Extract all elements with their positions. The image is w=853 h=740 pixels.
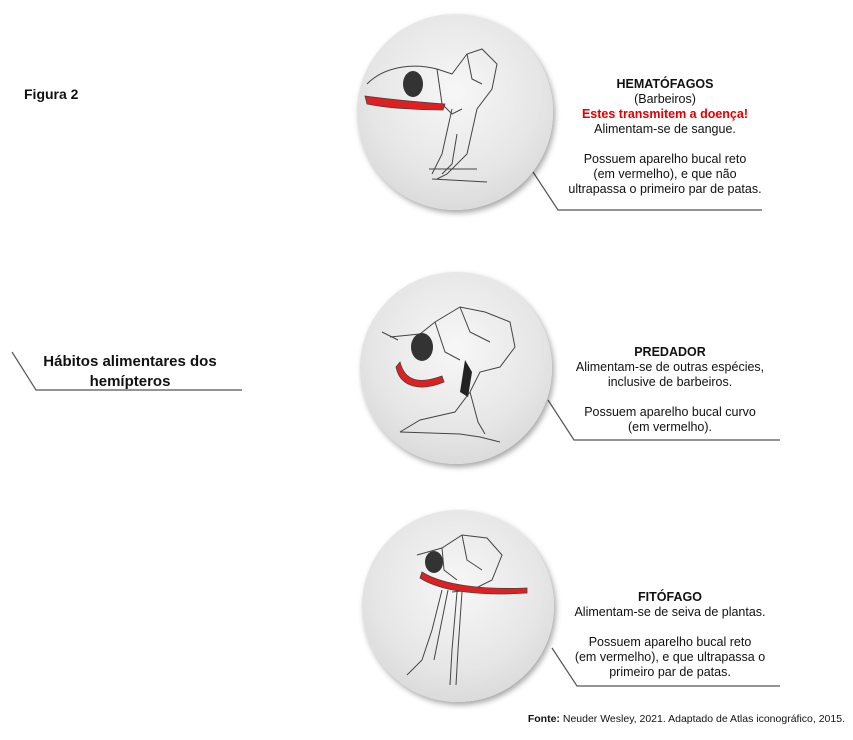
insect-drawing-fitofago — [362, 510, 554, 702]
fitofago-desc-line: primeiro par de patas. — [609, 665, 731, 679]
source-text: Neuder Wesley, 2021. Adaptado de Atlas iconográfico, 2015. — [559, 713, 845, 725]
mouthpart-straight — [365, 96, 445, 110]
eye-icon — [411, 333, 433, 361]
eye-icon — [425, 551, 443, 573]
eye-icon — [403, 71, 423, 97]
hematofagos-title: HEMATÓFAGOS — [616, 77, 714, 91]
mouthpart-curved — [396, 362, 444, 387]
hematofagos-warning: Estes transmitem a doença! — [581, 107, 749, 121]
fitofago-diet: Alimentam-se de seiva de plantas. — [574, 605, 766, 619]
fitofago-info — [560, 590, 780, 680]
source-citation — [528, 713, 845, 725]
figure-label: Figura 2 — [24, 86, 79, 102]
predador-title: PREDADOR — [634, 345, 706, 359]
fitofago-desc-line: Possuem aparelho bucal reto — [588, 635, 752, 649]
hematofagos-desc-line: Possuem aparelho bucal reto — [583, 152, 747, 166]
mouthpart-long — [420, 572, 527, 594]
insect-drawing-predador — [360, 272, 552, 464]
insect-drawing-hematofagos — [357, 14, 553, 210]
predador-desc-line: (em vermelho). — [627, 420, 713, 434]
main-title: Hábitos alimentares dos hemípteros — [43, 353, 217, 390]
fitofago-desc-line: (em vermelho), e que ultrapassa o — [574, 650, 766, 664]
hematofagos-desc-line: (em vermelho), e que não — [593, 167, 737, 181]
predador-illustration — [360, 272, 552, 464]
hematofagos-diet: Alimentam-se de sangue. — [594, 122, 736, 136]
predador-diet: Alimentam-se de outras espécies, — [575, 360, 765, 374]
predador-diet-detail: inclusive de barbeiros. — [607, 375, 733, 389]
predador-info — [560, 345, 780, 435]
source-label: Fonte: — [527, 713, 560, 725]
hematofagos-info — [560, 77, 770, 197]
predador-desc-line: Possuem aparelho bucal curvo — [584, 405, 756, 419]
fitofago-title: FITÓFAGO — [638, 590, 702, 604]
hematofagos-illustration — [357, 14, 553, 210]
fitofago-illustration — [362, 510, 554, 702]
hematofagos-desc-line: ultrapassa o primeiro par de patas. — [568, 182, 762, 196]
hematofagos-subtitle: (Barbeiros) — [634, 92, 696, 106]
